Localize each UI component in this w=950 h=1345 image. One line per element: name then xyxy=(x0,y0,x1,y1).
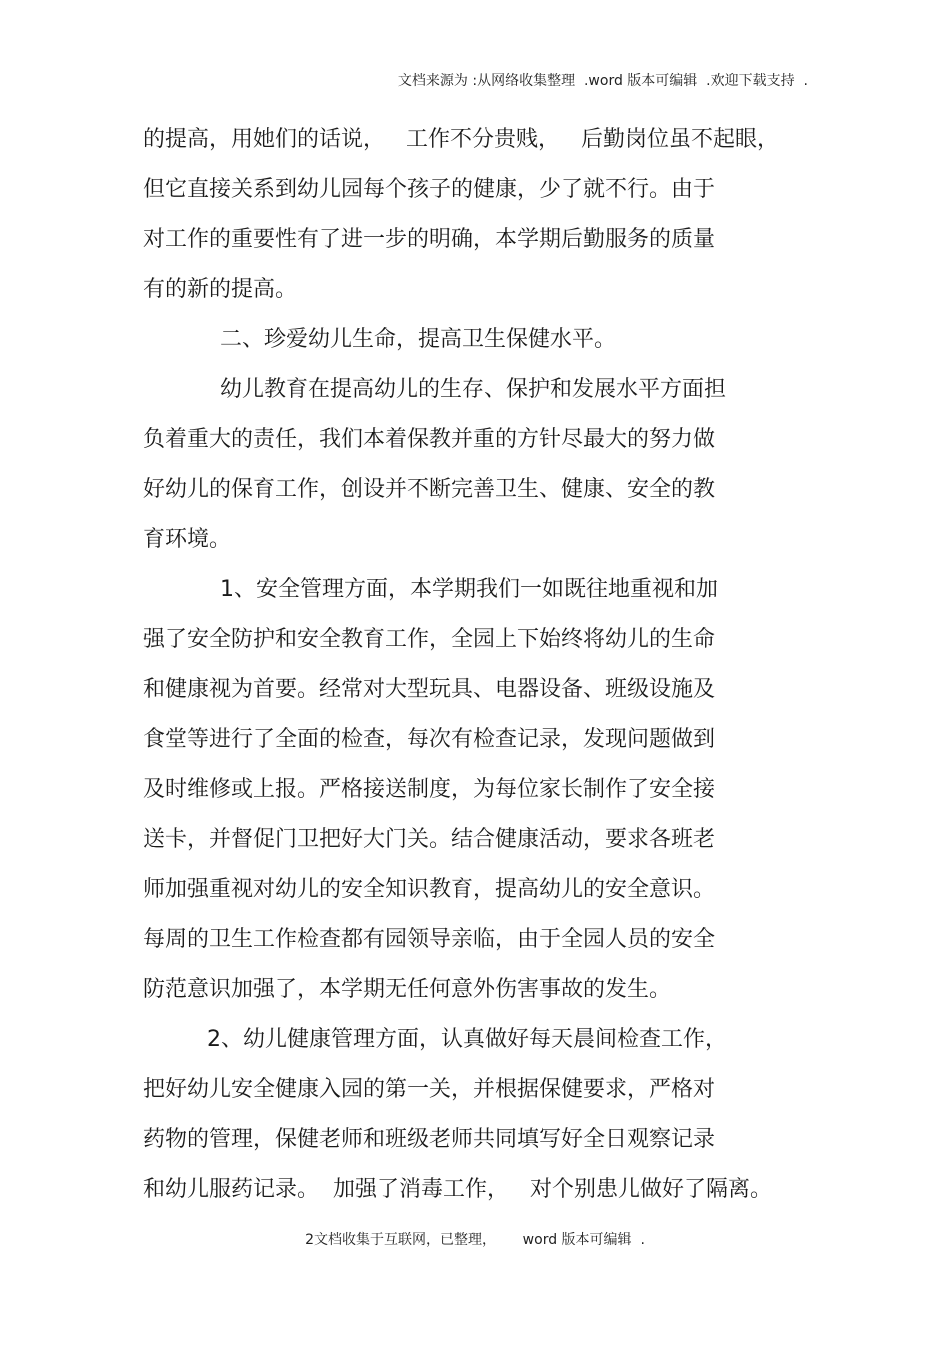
text-line: 师加强重视对幼儿的安全知识教育，提高幼儿的安全意识。 xyxy=(143,877,716,902)
text-line: 把好幼儿安全健康入园的第一关，并根据保健要求，严格对 xyxy=(143,1077,716,1102)
text-line: 和幼儿服药记录。 加强了消毒工作， 对个别患儿做好了隔离。 xyxy=(143,1177,772,1202)
text-line: 负着重大的责任，我们本着保教并重的方针尽最大的努力做 xyxy=(143,427,716,452)
text-line: 每周的卫生工作检查都有园领导亲临，由于全园人员的安全 xyxy=(143,927,716,952)
text-line: 的提高，用她们的话说， 工作不分贵贱， 后勤岗位虽不起眼， xyxy=(143,127,779,152)
text-line: 好幼儿的保育工作，创设并不断完善卫生、健康、安全的教 xyxy=(143,477,716,502)
section-heading: 二、珍爱幼儿生命，提高卫生保健水平。 xyxy=(220,327,617,352)
page-header: 文档来源为 :从网络收集整理 .word 版本可编辑 .欢迎下载支持 . xyxy=(397,73,808,89)
text-line: 及时维修或上报。严格接送制度，为每位家长制作了安全接 xyxy=(143,777,716,802)
text-line: 食堂等进行了全面的检查，每次有检查记录，发现问题做到 xyxy=(143,727,716,752)
text-line: 育环境。 xyxy=(143,527,232,552)
text-line: 送卡，并督促门卫把好大门关。结合健康活动，要求各班老 xyxy=(143,827,716,852)
text-line: 和健康视为首要。经常对大型玩具、电器设备、班级设施及 xyxy=(143,677,716,702)
text-line: 1、安全管理方面，本学期我们一如既往地重视和加 xyxy=(220,577,718,602)
text-line: 但它直接关系到幼儿园每个孩子的健康，少了就不行。由于 xyxy=(143,177,716,202)
text-line: 药物的管理，保健老师和班级老师共同填写好全日观察记录 xyxy=(143,1127,716,1152)
text-line: 对工作的重要性有了进一步的明确，本学期后勤服务的质量 xyxy=(143,227,716,252)
text-line: 防范意识加强了，本学期无任何意外伤害事故的发生。 xyxy=(143,977,672,1002)
text-line: 幼儿教育在提高幼儿的生存、保护和发展水平方面担 xyxy=(220,377,727,402)
text-line: 有的新的提高。 xyxy=(143,277,298,302)
page-footer: 2文档收集于互联网，已整理， word 版本可编辑 . xyxy=(305,1232,645,1248)
text-line: 2、幼儿健康管理方面，认真做好每天晨间检查工作， xyxy=(207,1027,727,1052)
text-line: 强了安全防护和安全教育工作，全园上下始终将幼儿的生命 xyxy=(143,627,716,652)
